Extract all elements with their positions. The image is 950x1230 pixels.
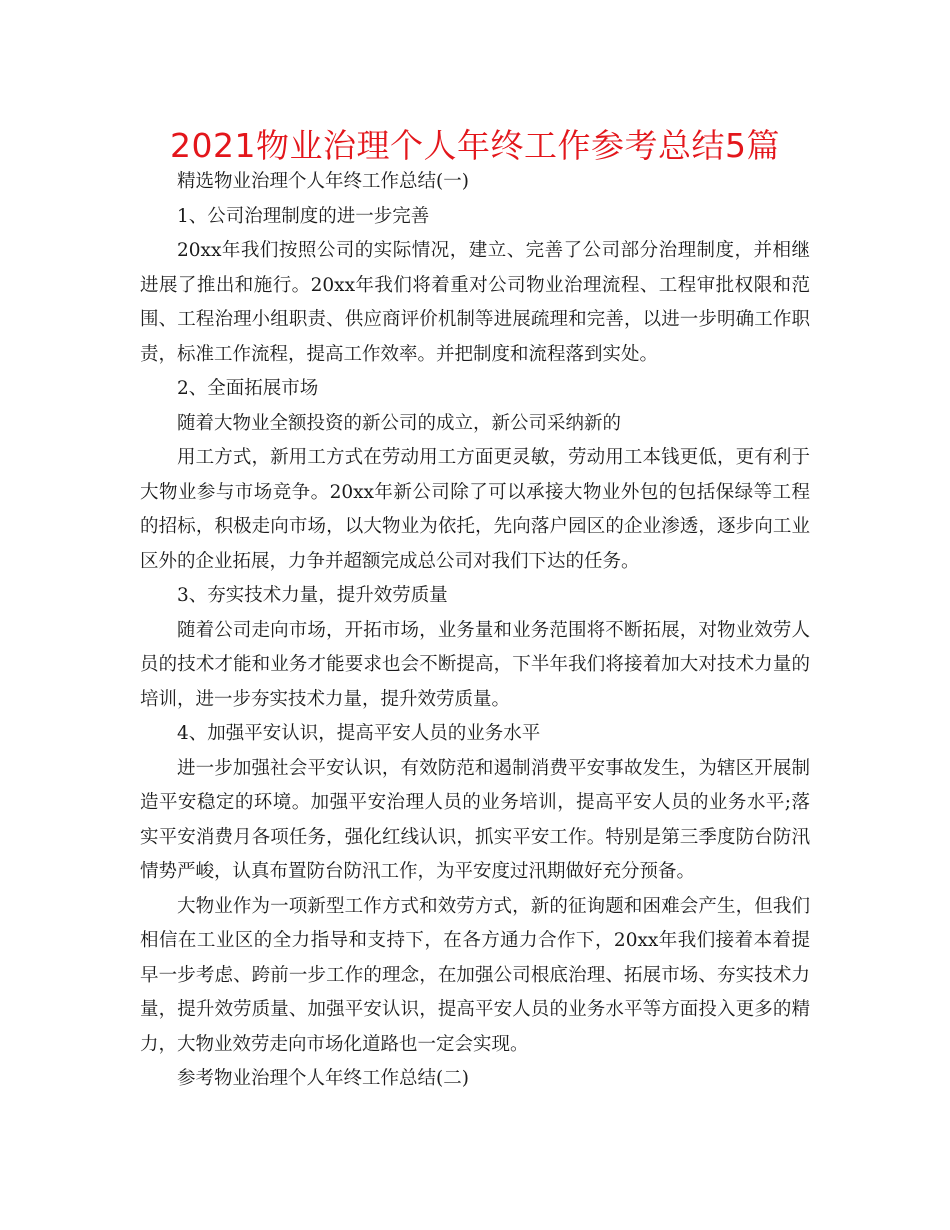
paragraph: 随着公司走向市场，开拓市场，业务量和业务范围将不断拓展，对物业效劳人员的技术才能和业务才能要求也会不断提高，下半年我们将接着加大对技术力量的培训，进一步夯实技术力量，提升效劳质量。 bbox=[140, 619, 810, 710]
paragraph: 20xx年我们按照公司的实际情况，建立、完善了公司部分治理制度，并相继进展了推出和施行。20xx年我们将着重对公司物业治理流程、工程审批权限和范围、工程治理小组职责、供应商评价机制等进展疏理和完善，以进一步明确工作职责，标准工作流程，提高工作效率。并把制度和流程落到实处。 bbox=[140, 240, 810, 365]
paragraph: 大物业作为一项新型工作方式和效劳方式，新的征询题和困难会产生，但我们相信在工业区的全力指导和支持下，在各方通力合作下，20xx年我们接着本着提早一步考虑、跨前一步工作的理念，在加强公司根底治理、拓展市场、夯实技术力量，提升效劳质量、加强平安认识，提高平安人员的业务水平等方面投入更多的精力，大物业效劳走向市场化道路也一定会实现。 bbox=[140, 895, 810, 1055]
subheading: 2、全面拓展市场 bbox=[177, 378, 319, 399]
subheading: 4、加强平安认识，提高平安人员的业务水平 bbox=[177, 723, 541, 744]
paragraph: 用工方式，新用工方式在劳动用工方面更灵敏，劳动用工本钱更低，更有利于大物业参与市场竞争。20xx年新公司除了可以承接大物业外包的包括保绿等工程的招标，积极走向市场，以大物业为依托，先向落户园区的企业渗透，逐步向工业区外的企业拓展，力争并超额完成总公司对我们下达的任务。 bbox=[140, 447, 810, 572]
paragraph: 随着大物业全额投资的新公司的成立，新公司采纳新的 bbox=[177, 412, 622, 434]
section-heading: 参考物业治理个人年终工作总结(二) bbox=[177, 1068, 469, 1089]
section-heading: 精选物业治理个人年终工作总结(一) bbox=[177, 171, 469, 192]
paragraph: 进一步加强社会平安认识，有效防范和遏制消费平安事故发生，为辖区开展制造平安稳定的环境。加强平安治理人员的业务培训，提高平安人员的业务水平;落实平安消费月各项任务，强化红线认识，抓实平安工作。特别是第三季度防台防汛情势严峻，认真布置防台防汛工作，为平安度过汛期做好充分预备。 bbox=[140, 757, 810, 882]
subheading: 1、公司治理制度的进一步完善 bbox=[177, 205, 430, 227]
document-body bbox=[140, 165, 810, 1097]
document-title: 2021物业治理个人年终工作参考总结5篇 bbox=[170, 126, 780, 165]
subheading: 3、夯实技术力量，提升效劳质量 bbox=[177, 585, 448, 606]
